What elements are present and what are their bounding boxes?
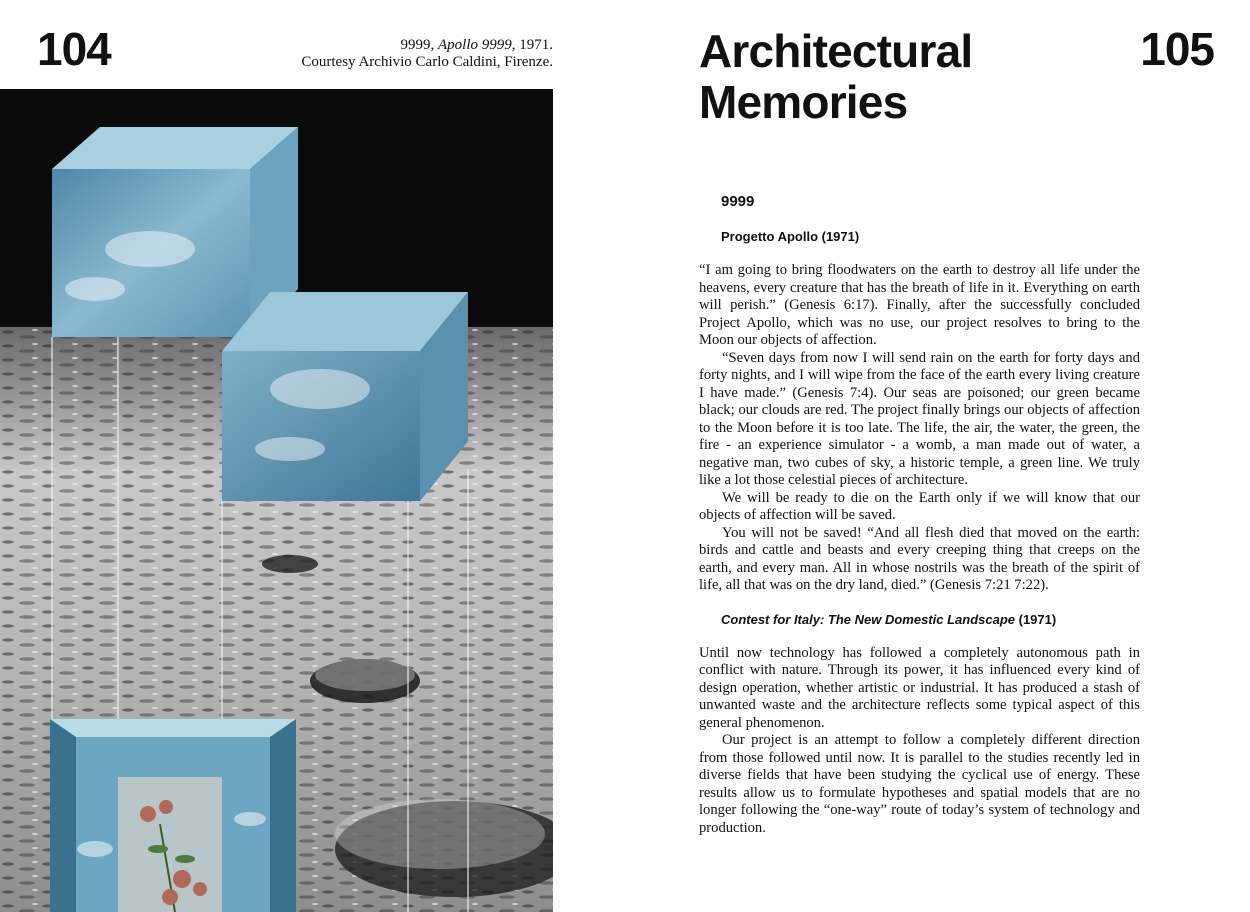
section-1-text xyxy=(699,262,1140,595)
page-number-left: 104 xyxy=(37,23,111,75)
section-2-year: (1971) xyxy=(1015,611,1057,627)
paragraph: We will be ready to die on the Earth only if we will know that our objects of affection will be saved. xyxy=(699,489,1140,523)
page-title xyxy=(699,26,972,128)
paragraph: You will not be saved! “And all flesh died that moved on the earth: birds and cattle and beasts and every creeping thing that creeps on the earth, and every man. All in whose nostrils was the breath of the spirit of life, all that was on the dry land, died.” (Genesis 7:21 7:22). xyxy=(699,524,1140,593)
caption-credit: Courtesy Archivio Carlo Caldini, Firenze. xyxy=(301,54,553,70)
section-heading-contest-for-italy xyxy=(699,611,1140,628)
section-2-title: Contest for Italy: The New Domestic Landscape xyxy=(721,611,1016,627)
paragraph: Until now technology has followed a completely autonomous path in conflict with nature. Through its power, it has influenced every kind of design operation, whether artistic or industrial. It has produced a stash of unwanted waste and the architecture reflects some typical aspect of this general phenomenon. xyxy=(699,644,1140,731)
caption-year: , 1971. xyxy=(511,37,553,53)
page-number-right: 105 xyxy=(1140,23,1214,75)
section-2-text xyxy=(699,645,1140,838)
paragraph: “I am going to bring floodwaters on the earth to destroy all life under the heavens, every creature that has the breath of life in it. Everything on earth will perish.” (Genesis 6:17). Finally, after the successfully concluded Project Apollo, which was no use, our project resolves to bring to the Moon our objects of affection. xyxy=(699,262,1140,348)
paragraph: Our project is an attempt to follow a completely different direction from those followed until now. It is parallel to the studies recently led in diverse fields that have been studying the cyclical use of energy. These results allow us to formulate hypotheses and spatial models that are no longer following the “one-way” route of today’s system of technology and production. xyxy=(699,732,1140,836)
right-page xyxy=(625,0,1250,912)
collage-artwork xyxy=(0,89,553,912)
title-line-2: Memories xyxy=(699,76,908,128)
section-heading-progetto-apollo: Progetto Apollo (1971) xyxy=(721,229,860,244)
title-line-1: Architectural xyxy=(699,25,973,77)
author-name: 9999 xyxy=(721,193,755,210)
paragraph: “Seven days from now I will send rain on the earth for forty days and forty nights, and I will wipe from the face of the earth every living creature I have made.” (Genesis 7:4). Our seas are poisoned; our green became black; our clouds are red. The project finally brings our objects of affection to the Moon before it is too late. The life, the air, the water, the green, the fire - an experience simulator - a womb, a man made out of water, a negative man, two cubes of sky, a historic temple, a green line. We truly like a lot those celestial pieces of architecture. xyxy=(699,349,1140,488)
article-body xyxy=(699,192,1140,837)
image-caption xyxy=(233,37,553,71)
caption-work-title: Apollo 9999 xyxy=(438,37,512,53)
caption-artist: 9999, xyxy=(400,37,438,53)
